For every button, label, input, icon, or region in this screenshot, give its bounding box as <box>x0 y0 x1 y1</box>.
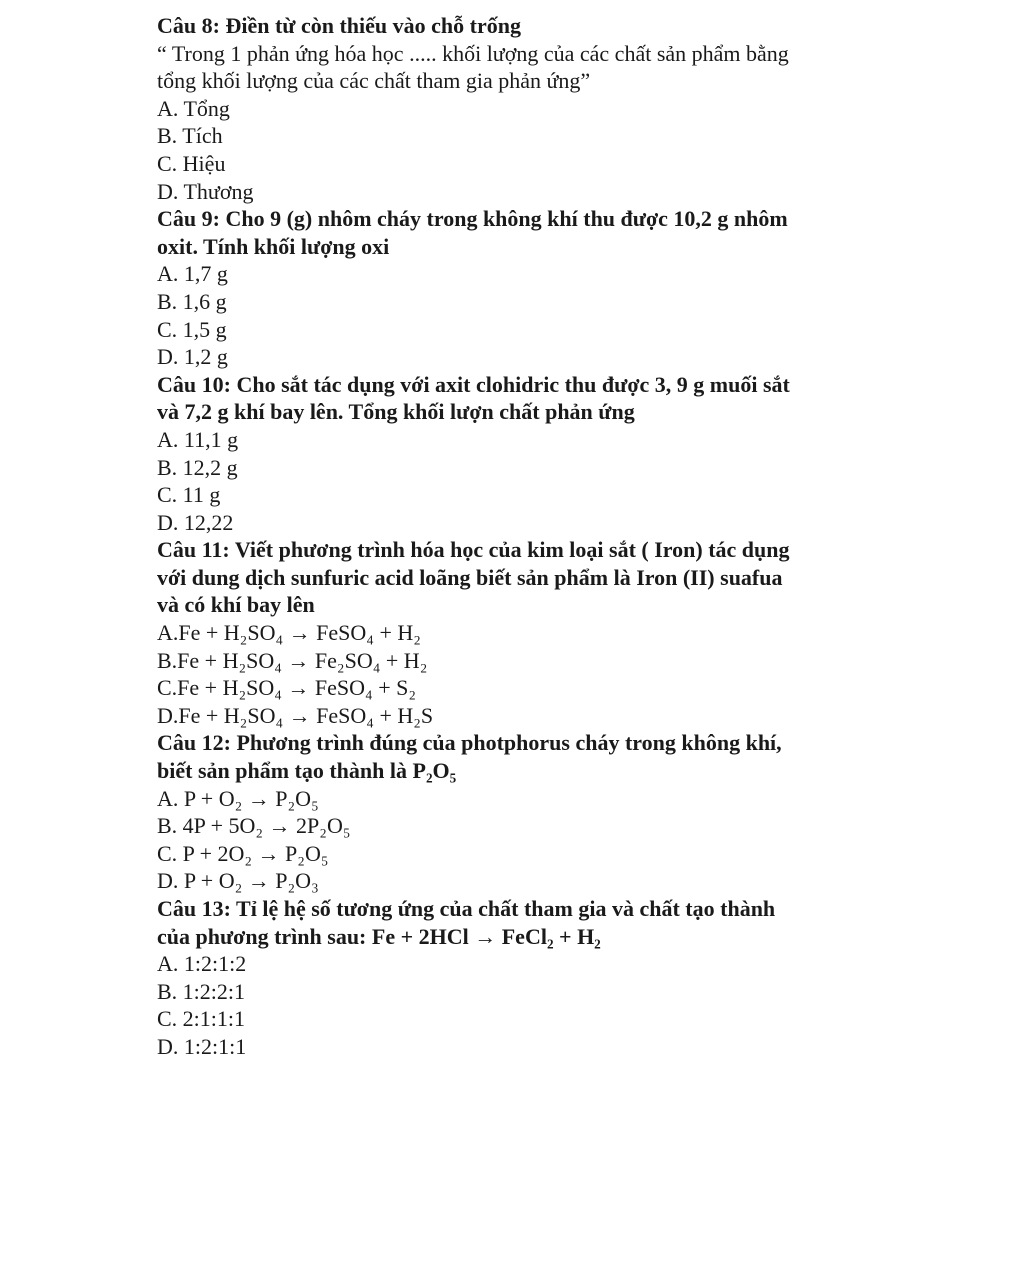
question-8 <box>157 12 857 205</box>
question-9-option-a: A. 1,7 g <box>157 261 228 287</box>
question-8-option-b: B. Tích <box>157 123 223 149</box>
question-11-option-b: B.Fe + H₂SO₄ → Fe₂SO₄ + H₂ <box>157 647 428 673</box>
question-12-option-d: D. P + O₂ → P₂O₃ <box>157 868 319 894</box>
question-10-option-d: D. 12,22 <box>157 509 234 535</box>
question-11-title-line-1: Câu 11: Viết phương trình hóa học của kim loại sắt ( Iron) tác dụng <box>157 537 790 563</box>
question-9 <box>157 205 857 371</box>
question-12-option-c: C. P + 2O₂ → P₂O₅ <box>157 840 329 866</box>
question-10-title-line-1: Câu 10: Cho sắt tác dụng với axit clohidric thu được 3, 9 g muối sắt <box>157 371 790 397</box>
question-10-option-a: A. 11,1 g <box>157 426 239 452</box>
question-9-option-d: D. 1,2 g <box>157 344 228 370</box>
question-11-title-line-3: và có khí bay lên <box>157 592 315 618</box>
question-13-title-line-1: Câu 13: Tỉ lệ hệ số tương ứng của chất tham gia và chất tạo thành <box>157 896 776 921</box>
question-10-option-c: C. 11 g <box>157 482 221 508</box>
question-8-option-d: D. Thương <box>157 178 254 204</box>
question-9-option-b: B. 1,6 g <box>157 288 227 314</box>
question-10-title-line-2: và 7,2 g khí bay lên. Tổng khối lượn chất phản ứng <box>157 399 635 425</box>
question-10-option-b: B. 12,2 g <box>157 454 238 480</box>
question-11-title-line-2: với dung dịch sunfuric acid loãng biết sản phẩm là Iron (II) suafua <box>157 564 783 590</box>
question-9-title-line-1: Câu 9: Cho 9 (g) nhôm cháy trong không khí thu được 10,2 g nhôm <box>157 206 788 232</box>
question-9-option-c: C. 1,5 g <box>157 316 227 342</box>
question-8-option-c: C. Hiệu <box>157 150 226 176</box>
question-11 <box>157 536 857 729</box>
question-8-title: Câu 8: Điền từ còn thiếu vào chỗ trống <box>157 13 521 38</box>
question-12 <box>157 729 857 895</box>
question-12-option-b: B. 4P + 5O₂ → 2P₂O₅ <box>157 813 351 839</box>
document-page <box>157 12 857 1061</box>
question-8-option-a: A. Tổng <box>157 95 230 121</box>
question-11-option-a: A.Fe + H₂SO₄ → FeSO₄ + H₂ <box>157 620 421 646</box>
question-11-option-d: D.Fe + H₂SO₄ → FeSO₄ + H₂S <box>157 702 434 728</box>
question-13-option-b: B. 1:2:2:1 <box>157 978 246 1004</box>
question-13 <box>157 895 857 1061</box>
question-13-title-line-2: của phương trình sau: Fe + 2HCl → FeCl₂ + H₂ <box>157 923 601 949</box>
question-12-title-line-2: biết sản phẩm tạo thành là P₂O₅ <box>157 758 457 784</box>
question-13-option-a: A. 1:2:1:2 <box>157 951 247 977</box>
question-9-title-line-2: oxit. Tính khối lượng oxi <box>157 233 390 259</box>
question-11-option-c: C.Fe + H₂SO₄ → FeSO₄ + S₂ <box>157 675 417 701</box>
question-8-prompt-line-2: tổng khối lượng của các chất tham gia phản ứng” <box>157 68 591 94</box>
question-8-prompt-line-1: “ Trong 1 phản ứng hóa học ..... khối lượng của các chất sản phẩm bằng <box>157 40 789 66</box>
question-12-title-line-1: Câu 12: Phương trình đúng của photphorus cháy trong không khí, <box>157 730 782 756</box>
question-13-option-c: C. 2:1:1:1 <box>157 1006 246 1032</box>
question-10 <box>157 371 857 537</box>
question-12-option-a: A. P + O₂ → P₂O₅ <box>157 785 319 811</box>
question-13-option-d: D. 1:2:1:1 <box>157 1033 247 1059</box>
